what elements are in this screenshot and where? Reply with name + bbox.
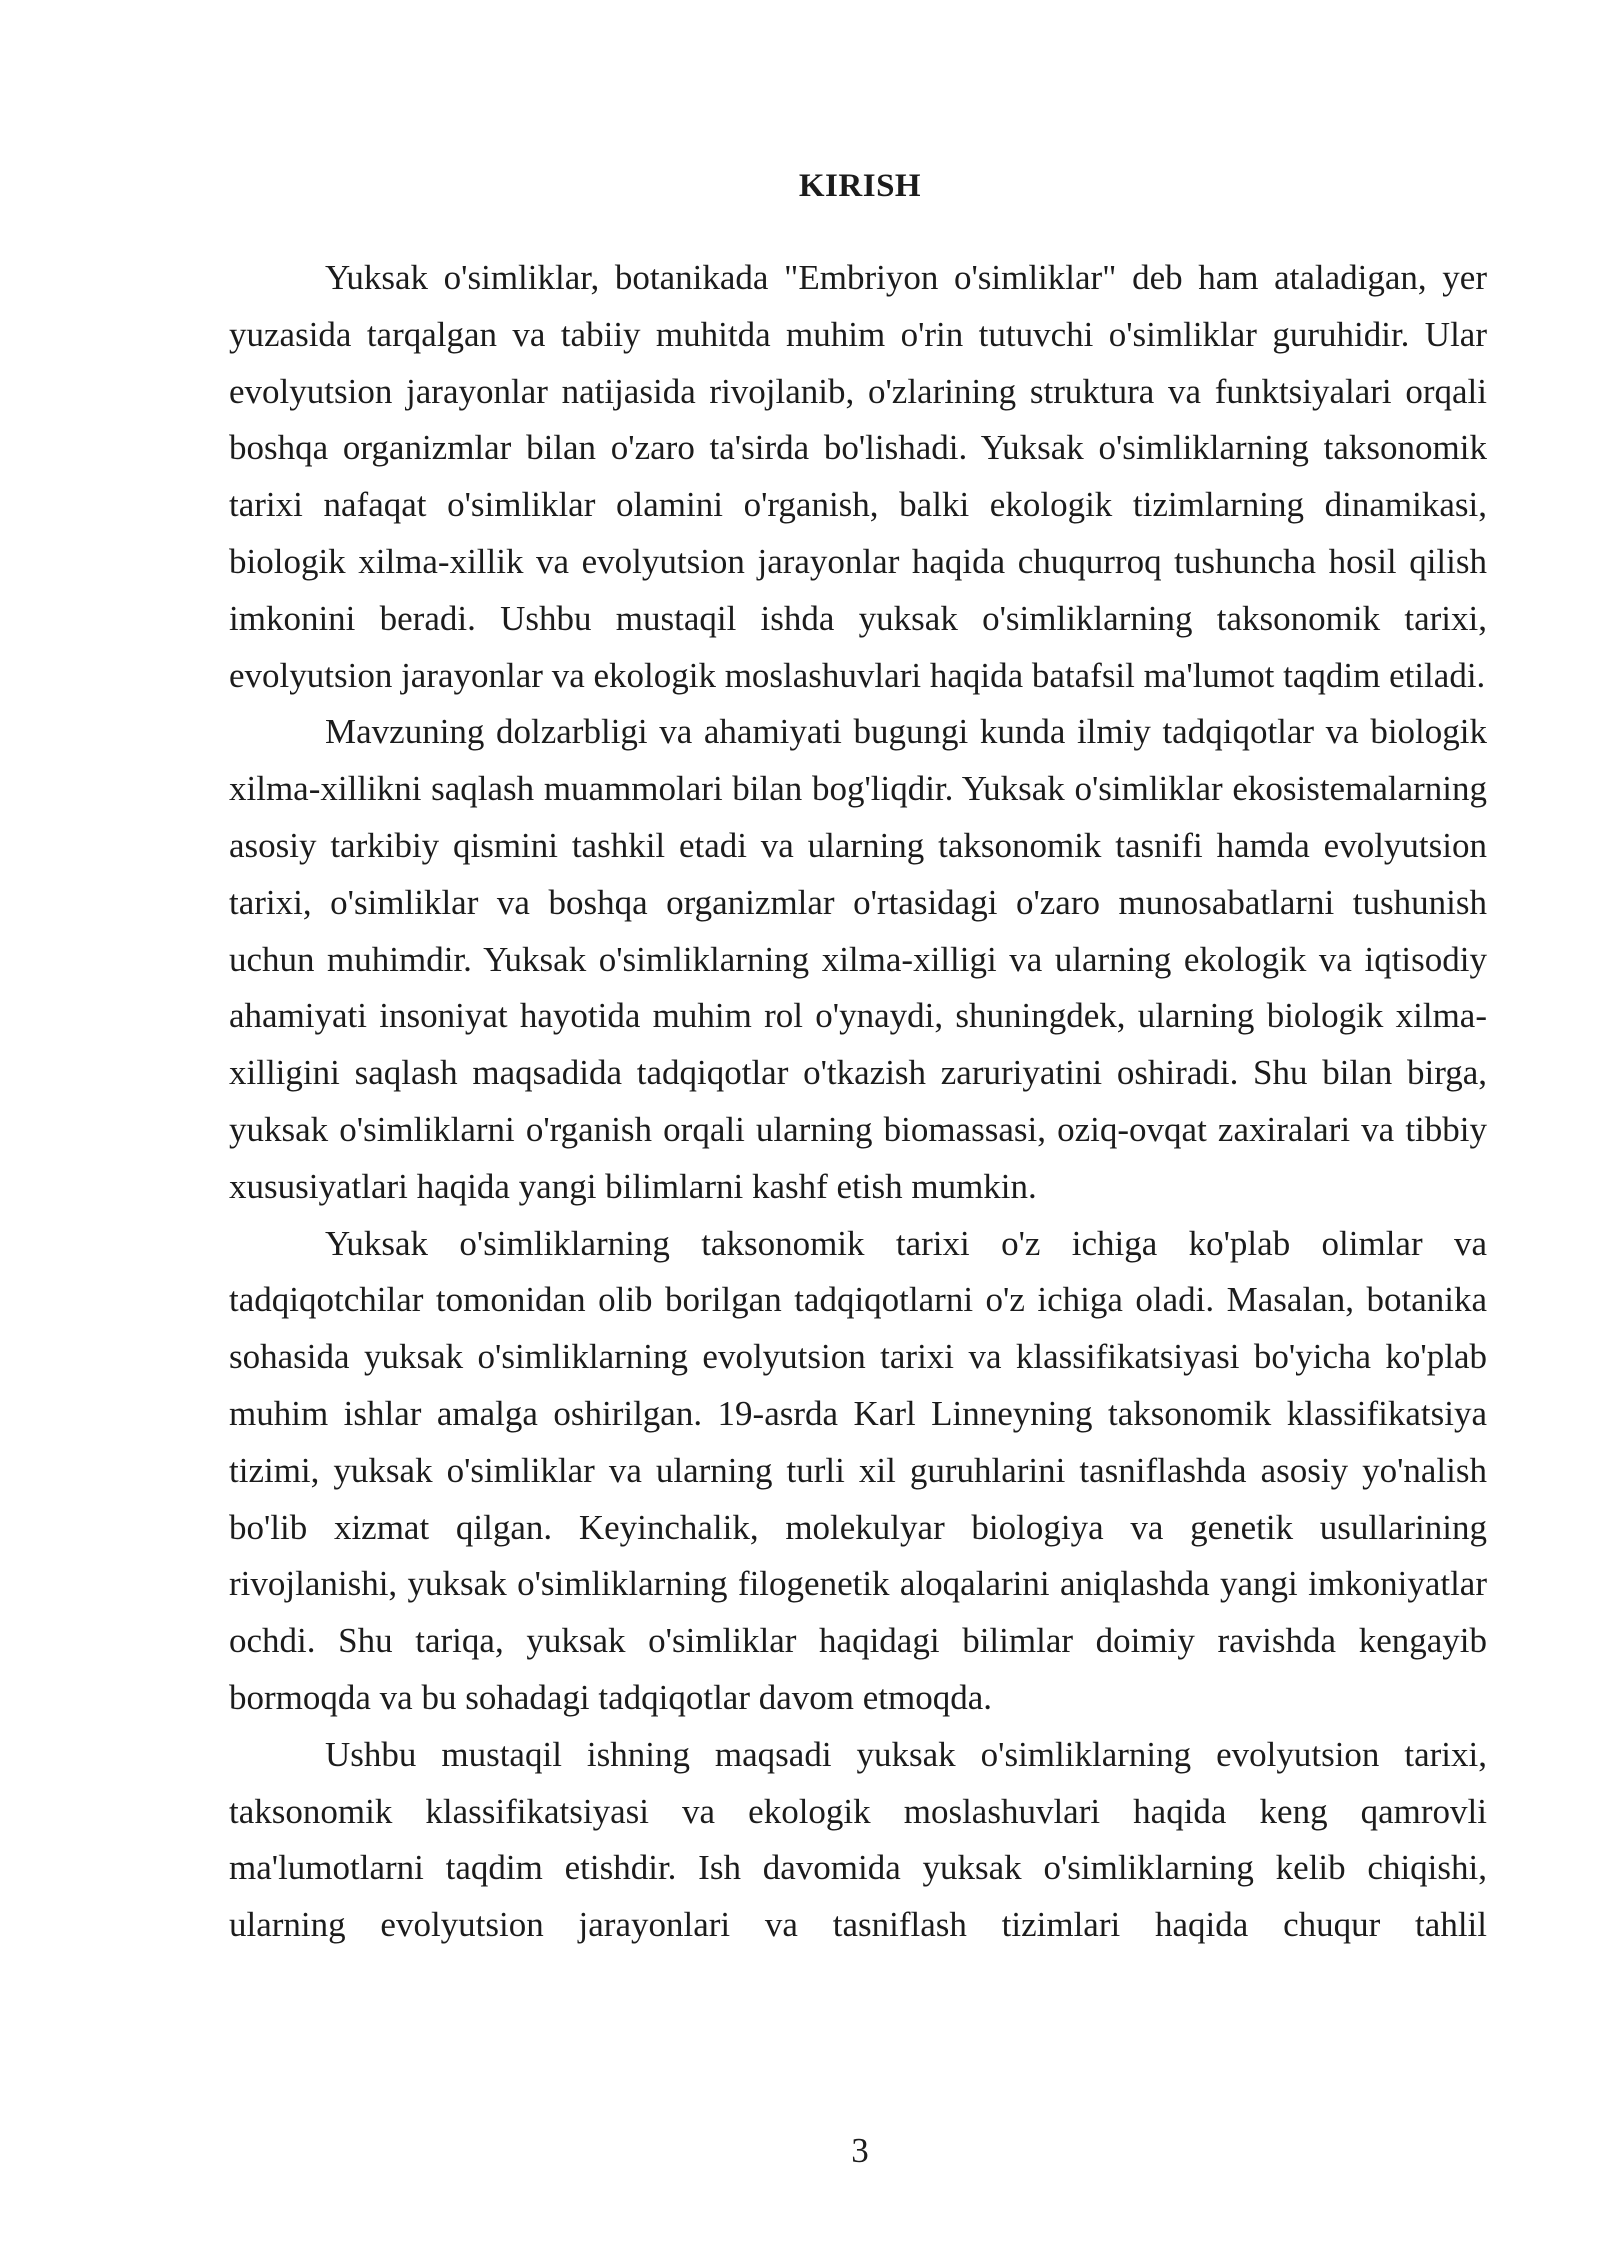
paragraph-1: Yuksak o'simliklar, botanikada "Embriyon o'simliklar" deb ham ataladigan, yer yuzasida tarqalgan va tabiiy muhitda muhim o'rin tutuvchi o'simliklar guruhidir. Ular evolyutsion jarayonlar natijasida rivojlanib, o'zlarining struktura va funktsiyalari orqali boshqa organizmlar bilan o'zaro ta'sirda bo'lishadi. Yuksak o'simliklarning taksonomik tarixi nafaqat o'simliklar olamini o'rganish, balki ekologik tizimlarning dinamikasi, biologik xilma-xillik va evolyutsion jarayonlar haqida chuqurroq tushuncha hosil qilish imkonini beradi. Ushbu mustaqil ishda yuksak o'simliklarning taksonomik tarixi, evolyutsion jarayonlar va ekologik moslashuvlari haqida batafsil ma'lumot taqdim etiladi. — [229, 258, 1487, 695]
page-number: 3 — [851, 2131, 869, 2170]
paragraph-2: Mavzuning dolzarbligi va ahamiyati bugungi kunda ilmiy tadqiqotlar va biologik xilma-xillikni saqlash muammolari bilan bog'liqdir. Yuksak o'simliklar ekosistemalarning asosiy tarkibiy qismini tashkil etadi va ularning taksonomik tasnifi hamda evolyutsion tarixi, o'simliklar va boshqa organizmlar o'rtasidagi o'zaro munosabatlarni tushunish uchun muhimdir. Yuksak o'simliklarning xilma-xilligi va ularning ekologik va iqtisodiy ahamiyati insoniyat hayotida muhim rol o'ynaydi, shuningdek, ularning biologik xilma-xilligini saqlash maqsadida tadqiqotlar o'tkazish zaruriyatini oshiradi. Shu bilan birga, yuksak o'simliklarni o'rganish orqali ularning biomassasi, oziq-ovqat zaxiralari va tibbiy xususiyatlari haqida yangi bilimlarni kashf etish mumkin. — [229, 712, 1487, 1206]
paragraph-3: Yuksak o'simliklarning taksonomik tarixi o'z ichiga ko'plab olimlar va tadqiqotchilar tomonidan olib borilgan tadqiqotlarni o'z ichiga oladi. Masalan, botanika sohasida yuksak o'simliklarning evolyutsion tarixi va klassifikatsiyasi bo'yicha ko'plab muhim ishlar amalga oshirilgan. 19-asrda Karl Linneyning taksonomik klassifikatsiya tizimi, yuksak o'simliklar va ularning turli xil guruhlarini tasniflashda asosiy yo'nalish bo'lib xizmat qilgan. Keyinchalik, molekulyar biologiya va genetik usullarining rivojlanishi, yuksak o'simliklarning filogenetik aloqalarini aniqlashda yangi imkoniyatlar ochdi. Shu tariqa, yuksak o'simliklar haqidagi bilimlar doimiy ravishda kengayib bormoqda va bu sohadagi tadqiqotlar davom etmoqda. — [229, 1223, 1487, 1717]
page-title: KIRISH — [798, 168, 922, 204]
paragraph-4: Ushbu mustaqil ishning maqsadi yuksak o'simliklarning evolyutsion tarixi, taksonomik klassifikatsiyasi va ekologik moslashuvlari haqida keng qamrovli ma'lumotlarni taqdim etishdir. Ish davomida yuksak o'simliklarning kelib chiqishi, ularning evolyutsion jarayonlari va tasniflash tizimlari haqida chuqur tahlil — [229, 1734, 1487, 1945]
body-text — [229, 250, 1487, 1954]
